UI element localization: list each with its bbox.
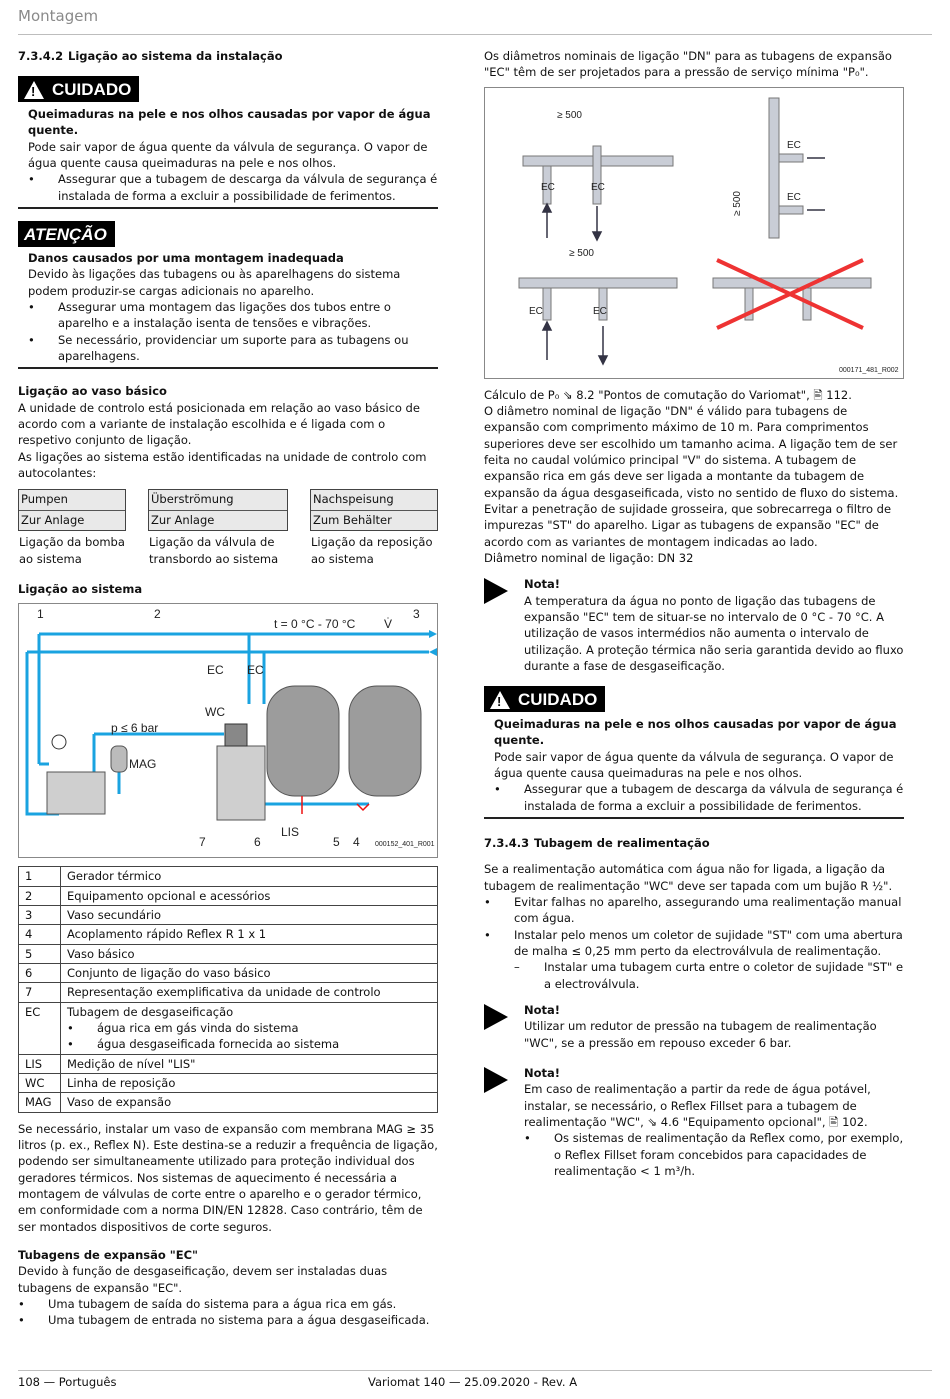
note-arrow-icon: [484, 578, 508, 604]
list-item: – Instalar uma tubagem curta entre o coletor de sujidade "ST" e a electroválvula.: [514, 959, 904, 992]
footer-page: 108 — Português: [18, 1375, 117, 1389]
legend-text: Linha de reposição: [67, 1075, 176, 1090]
sticker-overflow: [148, 489, 288, 567]
diagram-label-3: 3: [413, 607, 420, 622]
sticker-line: Zur Anlage: [19, 510, 125, 530]
table-row: [19, 906, 438, 925]
list-item: • água desgaseificada fornecida ao sistema: [67, 1036, 431, 1052]
diagram-label-7: 7: [199, 835, 206, 850]
ec-bullets: [18, 1296, 438, 1329]
list-item: • Os sistemas de realimentação da Reflex como, por exemplo, o Reflex Fillset foram concebidos para capacidades de realimentação < 1 m³/h.: [524, 1130, 904, 1179]
paragraph: A unidade de controlo está posicionada em relação ao vaso básico de acordo com a variante de instalação escolhida e é ligada com o respetivo conjunto de ligação.: [18, 400, 420, 448]
paragraph-calc: Cálculo de P₀ ⇘ 8.2 "Pontos de comutação do Variomat", 🖹 112.: [484, 387, 852, 402]
attention-bullets: [18, 299, 438, 364]
note-body: Em caso de realimentação a partir da rede de água potável, instalar, se necessário, o Reflex Fillset para a tubagem de realimentação "WC", ⇘ 4.6 "Equipamento opcional", 🖹 102.: [524, 1082, 871, 1129]
note-arrow-icon: [484, 1004, 508, 1030]
sticker-line: Nachspeisung: [313, 492, 394, 507]
table-row: [19, 1093, 438, 1112]
sticker-line: Zum Behälter: [311, 510, 437, 530]
legend-text: Vaso secundário: [67, 908, 161, 923]
legend-key: 7: [19, 983, 61, 1002]
legend-key: 2: [19, 886, 61, 905]
legend-key: 1: [19, 867, 61, 886]
table-row: [19, 1002, 438, 1054]
paragraph: Evitar a penetração de sujidade grosseira, que sobrecarrega o filtro de impurezas "ST" do aparelho. Ligar as tubagens de expansão "EC" de acordo com as variantes de montagem indicadas ao lado.: [484, 501, 892, 549]
legend-text: Acoplamento rápido Reflex R 1 x 1: [67, 927, 267, 942]
note-fillset: [484, 1065, 904, 1179]
legend-key: EC: [19, 1002, 61, 1054]
legend-key: 3: [19, 906, 61, 925]
paragraph: Devido à função de desgaseificação, devem ser instaladas duas tubagens de expansão "EC".: [18, 1264, 388, 1295]
warning-triangle-icon: [24, 81, 44, 99]
note-arrow-icon: [484, 1067, 508, 1093]
fig2-ec: EC: [591, 181, 605, 193]
caution-box: [18, 76, 438, 209]
legend-text: Conjunto de ligação do vaso básico: [67, 966, 271, 981]
section-heading-2: 7.3.4.3 Tubagem de realimentação: [484, 836, 710, 851]
diagram-ec-1: EC: [207, 663, 224, 678]
sticker-line: Pumpen: [21, 492, 68, 507]
fig2-dim-2: ≥ 500: [732, 190, 743, 216]
sticker-caption: Ligação da bomba ao sistema: [19, 535, 125, 566]
sticker-caption: Ligação da reposição ao sistema: [311, 535, 433, 566]
legend-value: [61, 925, 438, 944]
note-temperature: [484, 576, 904, 674]
legend-key: WC: [19, 1073, 61, 1092]
diagram-pressure: p ≤ 6 bar: [111, 721, 159, 736]
legend-value: [61, 1054, 438, 1073]
attention-body: Devido às ligações das tubagens ou às aparelhagens do sistema podem produzir-se cargas adicionais no aparelho.: [28, 267, 401, 298]
list-item: • Instalar pelo menos um coletor de sujidade "ST" com uma abertura de malha ≤ 0,25 mm perto da electroválvula de realimentação. – Instalar uma tubagem curta entre o coletor de sujidade "ST" e a electroválvula.: [484, 927, 904, 992]
header-divider: [18, 34, 932, 35]
fig2-dim-1: ≥ 500: [557, 109, 582, 121]
diagram-label-2: 2: [154, 607, 161, 622]
legend-text: Gerador térmico: [67, 869, 162, 884]
paragraph: Diâmetro nominal de ligação: DN 32: [484, 550, 694, 565]
wc-bullets: [484, 894, 904, 992]
fig2-ec: EC: [787, 191, 801, 203]
subheading-basic-vessel: Ligação ao vaso básico: [18, 384, 167, 399]
diagram-flow: V̇: [384, 617, 393, 632]
note-title: Nota!: [524, 1002, 561, 1017]
diagram-label-4: 4: [353, 835, 360, 850]
fig2-ref: 000171_481_R002: [839, 366, 899, 374]
caution-body: Pode sair vapor de água quente da válvula de segurança. O vapor de água quente causa queimaduras na pele e nos olhos.: [28, 139, 428, 171]
running-header: Montagem: [18, 7, 99, 25]
legend-value: [61, 1093, 438, 1112]
note-bullets: [524, 1130, 904, 1179]
ec-connection-diagram: [484, 87, 904, 379]
subheading-ec: Tubagens de expansão "EC": [18, 1247, 199, 1262]
legend-key: MAG: [19, 1093, 61, 1112]
wc-dash-list: [514, 959, 904, 992]
legend-text: Tubagem de desgaseificação: [67, 1004, 234, 1019]
note-body: A temperatura da água no ponto de ligação das tubagens de expansão "EC" tem de situar-se no intervalo de 0 °C - 70 °C. A utilização de vasos intermédios não aumenta o intervalo de utilização. A proteção térmica não seria garantida devido ao fluxo durante a fase de desgaseificação.: [524, 593, 904, 673]
sticker-pump: [18, 489, 126, 567]
legend-text: Vaso de expansão: [67, 1095, 172, 1110]
attention-box: [18, 221, 438, 369]
caution-bullets: [18, 171, 438, 204]
paragraph: As ligações ao sistema estão identificadas na unidade de controlo com autocolantes:: [18, 449, 427, 481]
warning-triangle-icon: [490, 691, 510, 709]
sticker-line: Zur Anlage: [149, 510, 287, 530]
legend-value: [61, 886, 438, 905]
list-item: • Se necessário, providenciar um suporte para as tubagens ou aparelhagens.: [28, 332, 438, 365]
diagram-lis: LIS: [281, 825, 300, 840]
paragraph: O diâmetro nominal de ligação "DN" é válido para tubagens de expansão com comprimento máximo de 10 m. Para comprimentos superiores deve ser escolhido um tamanho acima. A ligação tem de ser feita no caudal volúmico principal "V" do sistema. A tubagem de expansão rica em gás deve ser ligada a montante da tubagem de expansão da água desgaseificada, visto no sentido de fluxo do sistema.: [484, 403, 899, 500]
fig2-ec: EC: [529, 305, 543, 317]
caution-title: Queimaduras na pele e nos olhos causadas por vapor de água quente.: [28, 107, 431, 138]
sticker-caption: Ligação da válvula de transbordo ao sistema: [149, 535, 279, 566]
table-row: [19, 1054, 438, 1073]
legend-key: 4: [19, 925, 61, 944]
legend-value: [61, 1073, 438, 1092]
list-item: • Assegurar que a tubagem de descarga da válvula de segurança é instalada de forma a excluir a possibilidade de ferimentos.: [28, 171, 438, 204]
fig2-dim-3: ≥ 500: [569, 247, 594, 259]
paragraph: Se a realimentação automática com água não for ligada, a ligação da tubagem de realimentação "WC" deve ser tapada com um bujão R ½".: [484, 862, 893, 893]
table-row: [19, 964, 438, 983]
legend-key: 6: [19, 964, 61, 983]
legend-key: 5: [19, 944, 61, 963]
diagram-temp: t = 0 °C - 70 °C: [274, 617, 356, 632]
caution-label: ! CUIDADO: [18, 76, 139, 102]
note-body: Utilizar um redutor de pressão na tubagem de realimentação "WC", se a pressão em repouso exceder 6 bar.: [524, 1019, 877, 1050]
diagram-label-6: 6: [254, 835, 261, 850]
footer-doc: Variomat 140 — 25.09.2020 - Rev. A: [368, 1375, 578, 1389]
legend-text: Vaso básico: [67, 946, 135, 961]
table-row: [19, 1073, 438, 1092]
sticker-list: [18, 489, 438, 567]
legend-table: [18, 866, 438, 1112]
table-row: [19, 867, 438, 886]
diagram-mag: MAG: [129, 757, 157, 772]
table-row: [19, 886, 438, 905]
caution-title: Queimaduras na pele e nos olhos causadas por vapor de água quente.: [494, 717, 897, 748]
fig2-ec: EC: [787, 139, 801, 151]
subheading-system: Ligação ao sistema: [18, 582, 143, 597]
list-item: • Uma tubagem de entrada no sistema para a água desgaseificada.: [18, 1312, 438, 1328]
legend-value: [61, 944, 438, 963]
legend-value: [61, 906, 438, 925]
legend-bullets: [67, 1020, 431, 1053]
paragraph-mag: Se necessário, instalar um vaso de expansão com membrana MAG ≥ 35 litros (p. ex., Reflex N). Este destina-se a reduzir a frequência de ligação, podendo ser simultaneamente utilizado para proteção individual dos geradores térmicos. Nos sistemas de aquecimento é necessária a montagem de válvulas de corte entre o aparelho e o gerador térmico, em conformidade com a norma DIN/EN 12828. Caso contrário, têm de ser montados dispositivos de corte seguros.: [18, 1121, 438, 1234]
list-item: • Evitar falhas no aparelho, assegurando uma realimentação manual com água.: [484, 894, 904, 927]
list-item: • Uma tubagem de saída do sistema para a água rica em gás.: [18, 1296, 438, 1312]
sticker-refill: [310, 489, 438, 567]
sticker-line: Überströmung: [151, 492, 234, 507]
section-heading: 7.3.4.2 Ligação ao sistema da instalação: [18, 49, 283, 63]
table-row: [19, 925, 438, 944]
legend-text: Representação exemplificativa da unidade de controlo: [67, 985, 381, 1000]
diagram-ec-2: EC: [247, 663, 264, 678]
diagram-wc: WC: [205, 705, 225, 720]
legend-value: [61, 1002, 438, 1054]
list-item: • Assegurar uma montagem das ligações dos tubos entre o aparelho e a instalação isenta de tensões e vibrações.: [28, 299, 438, 332]
attention-label: ATENÇÃO: [18, 221, 115, 247]
table-row: [19, 983, 438, 1002]
right-column: [484, 48, 904, 1179]
system-diagram: [18, 603, 438, 858]
left-column: [18, 48, 438, 1329]
diagram-ref: 000152_401_R001: [375, 841, 435, 849]
caution-label: ! CUIDADO: [484, 686, 605, 712]
fig2-ec: EC: [541, 181, 555, 193]
caution-body: Pode sair vapor de água quente da válvula de segurança. O vapor de água quente causa queimaduras na pele e nos olhos.: [494, 749, 894, 781]
legend-value: [61, 867, 438, 886]
diagram-label-1: 1: [37, 607, 44, 622]
table-row: [19, 944, 438, 963]
note-title: Nota!: [524, 1065, 561, 1080]
list-item: • água rica em gás vinda do sistema: [67, 1020, 431, 1036]
caution-bullets: [484, 781, 904, 814]
caution-box-2: [484, 686, 904, 819]
diagram-label-5: 5: [333, 835, 340, 850]
attention-title: Danos causados por uma montagem inadequada: [28, 251, 344, 266]
footer-divider: [18, 1370, 932, 1371]
legend-key: LIS: [19, 1054, 61, 1073]
legend-value: [61, 983, 438, 1002]
note-title: Nota!: [524, 577, 561, 592]
list-item: • Assegurar que a tubagem de descarga da válvula de segurança é instalada de forma a excluir a possibilidade de ferimentos.: [494, 781, 904, 814]
legend-text: Equipamento opcional e acessórios: [67, 888, 271, 903]
legend-text: Medição de nível "LIS": [67, 1056, 196, 1071]
fig2-ec: EC: [593, 305, 607, 317]
note-pressure: [484, 1002, 904, 1051]
legend-value: [61, 964, 438, 983]
paragraph: Os diâmetros nominais de ligação "DN" para as tubagens de expansão "EC" têm de ser projetados para a pressão de serviço mínima "P₀".: [484, 49, 892, 80]
